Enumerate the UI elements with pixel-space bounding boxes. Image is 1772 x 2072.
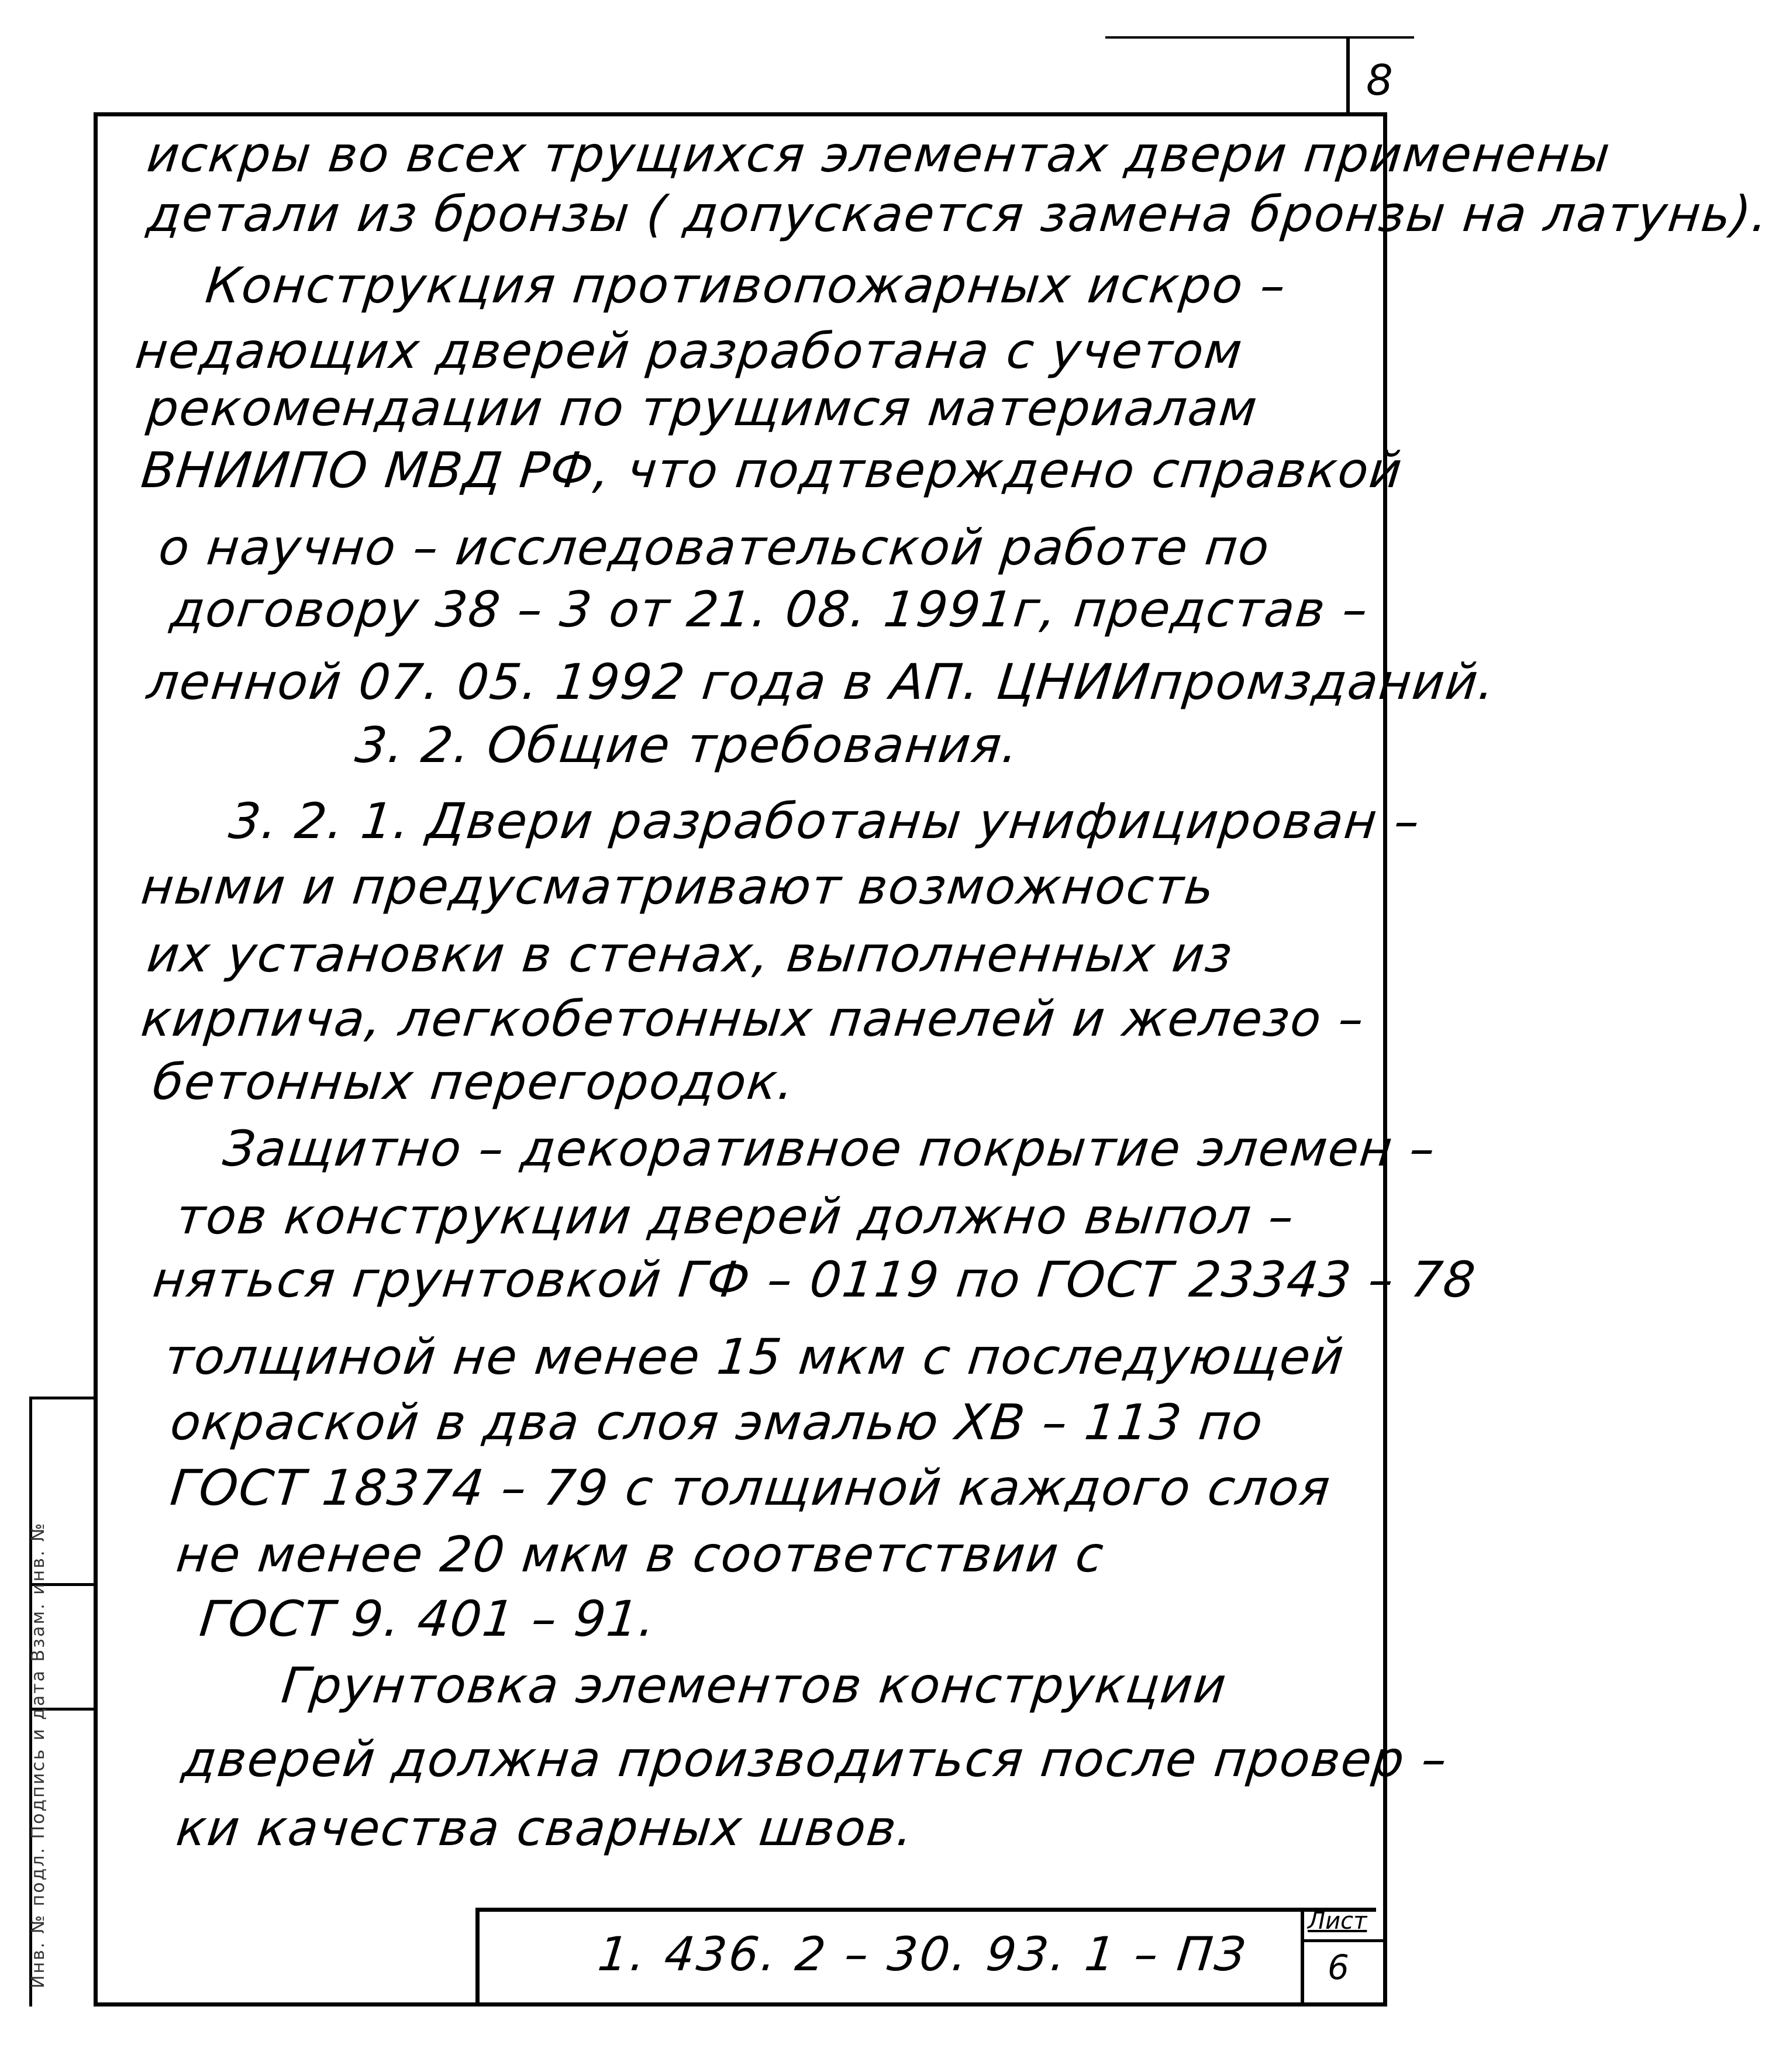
title-block-sheet-rule [1301,1939,1387,1942]
sheet-number: 8 [1366,56,1393,105]
text-line: недающих дверей разработана с учетом [132,322,1246,380]
text-line: окраской в два слоя эмалью ХВ – 113 по [167,1394,1267,1451]
margin-stamp-text: Инв. № подл. Подпись и дата Взам. инв. № [28,1521,49,1988]
top-right-rule [1105,36,1414,39]
text-line: не менее 20 мкм в соответствии с [173,1526,1108,1583]
text-line: о научно – исследовательской работе по [156,519,1273,576]
text-line: 3. 2. Общие требования. [352,716,1022,774]
text-line: няться грунтовкой ГФ – 0119 по ГОСТ 23343 – 78 [150,1251,1479,1308]
text-line: ными и предусматривают возможность [138,858,1218,915]
text-line: бетонных перегородок. [150,1053,798,1111]
sheet-number-divider [1346,36,1350,115]
text-line: их установки в стенах, выполненных из [144,926,1236,983]
document-code: 1. 436. 2 – 30. 93. 1 – ПЗ [595,1927,1250,1981]
text-line: Конструкция противопожарных искро – [202,257,1290,314]
text-line: Защитно – декоративное покрытие элемен – [220,1120,1439,1177]
text-line: толщиной не менее 15 мкм с последующей [161,1328,1348,1385]
text-line: ВНИИПО МВД РФ, что подтверждено справкой [138,442,1406,499]
text-line: ленной 07. 05. 1992 года в АП. ЦНИИпромзданий. [144,653,1499,711]
text-line: искры во всех трущихся элементах двери применены [144,126,1614,183]
text-line: договору 38 – 3 от 21. 08. 1991г, представ – [167,581,1371,638]
text-line: ГОСТ 9. 401 – 91. [196,1590,659,1647]
sheet-value: 6 [1328,1947,1349,1987]
text-line: ки качества сварных швов. [173,1799,917,1857]
sheet-label: Лист [1308,1908,1367,1935]
text-line: дверей должна производиться после провер – [179,1730,1451,1788]
title-block-divider [1301,1908,1304,2007]
text-line: Грунтовка элементов конструкции [278,1657,1230,1714]
text-line: рекомендации по трущимся материалам [144,380,1261,437]
text-line: тов конструкции дверей должно выпол – [173,1188,1298,1245]
text-line: кирпича, легкобетонных панелей и железо – [138,990,1368,1047]
text-line: 3. 2. 1. Двери разработаны унифицирован – [226,792,1423,850]
margin-rule-top [29,1397,95,1399]
text-line: ГОСТ 18374 – 79 с толщиной каждого слоя [167,1459,1334,1516]
text-line: детали из бронзы ( допускается замена бронзы на латунь). [144,185,1772,243]
